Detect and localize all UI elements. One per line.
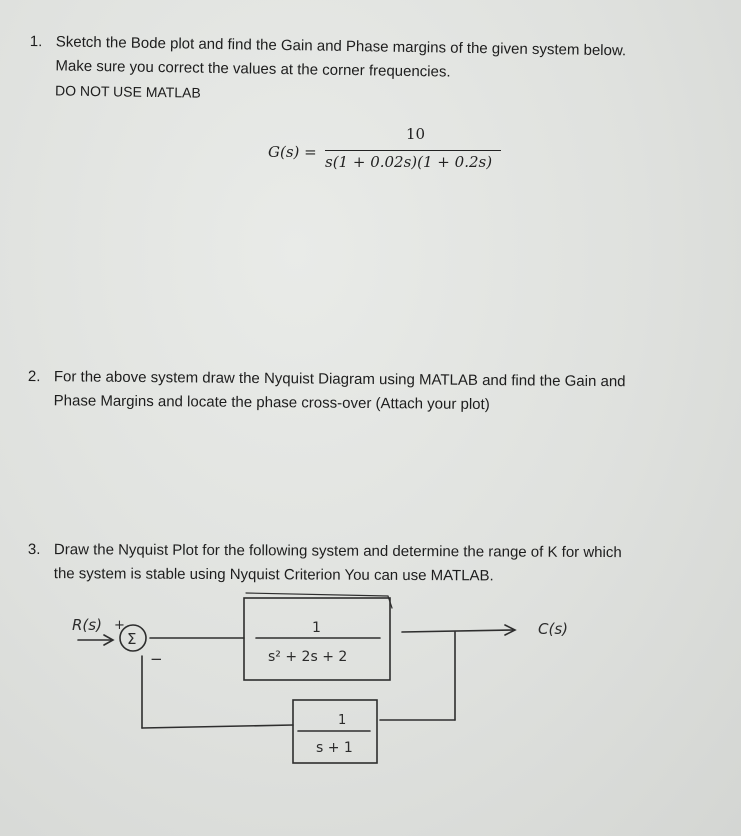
question-1-number: 1. bbox=[29, 32, 43, 51]
sum-symbol: Σ bbox=[127, 630, 137, 648]
input-label: R(s) bbox=[72, 616, 102, 634]
question-2-line-1: For the above system draw the Nyquist Diagram using MATLAB and find the Gain and bbox=[53, 368, 626, 391]
output-line bbox=[402, 630, 514, 632]
feedback-return-line bbox=[142, 725, 293, 728]
forward-denominator: s² + 2s + 2 bbox=[268, 649, 348, 665]
question-2-line-2: Phase Margins and locate the phase cross-over (Attach your plot) bbox=[53, 392, 490, 414]
question-2-number: 2. bbox=[27, 367, 41, 386]
question-1-line-2: Make sure you correct the values at the corner frequencies. bbox=[55, 57, 451, 81]
plus-sign: + bbox=[114, 618, 125, 633]
output-label: C(s) bbox=[538, 620, 568, 638]
question-1-line-3: DO NOT USE MATLAB bbox=[54, 82, 201, 101]
question-3-line-1: Draw the Nyquist Plot for the following system and determine the range of K for which bbox=[53, 541, 622, 562]
question-3-number: 3. bbox=[27, 540, 41, 559]
question-3-line-2: the system is stable using Nyquist Criterion You can use MATLAB. bbox=[53, 565, 494, 585]
formula-denominator: s(1 + 0.02s)(1 + 0.2s) bbox=[325, 153, 493, 171]
feedback-denominator: s + 1 bbox=[316, 740, 353, 756]
minus-sign: − bbox=[150, 650, 163, 668]
formula-numerator: 10 bbox=[406, 125, 426, 143]
feedback-numerator: 1 bbox=[338, 713, 347, 728]
question-1-line-1: Sketch the Bode plot and find the Gain and Phase margins of the given system below. bbox=[55, 33, 627, 60]
formula-lhs: G(s) = bbox=[268, 143, 317, 161]
forward-numerator: 1 bbox=[312, 620, 321, 636]
forward-block bbox=[244, 598, 390, 680]
